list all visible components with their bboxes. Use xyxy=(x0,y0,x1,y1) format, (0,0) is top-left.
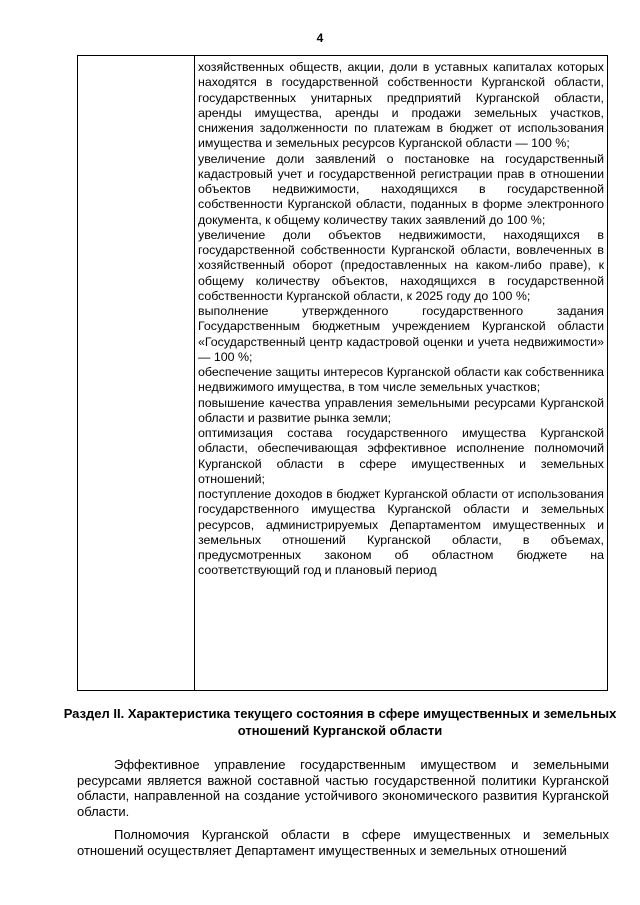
table-column-divider xyxy=(194,56,195,690)
result-item: хозяйственных обществ, акции, доли в уставных капиталах которых находятся в государственной собственности Курганской области, государственных унитарных предприятий Курганской области, аренды имущества, аренды и продажи земельных участков, снижения задолженности по платежам в бюджет от использования имущества и земельных ресурсов Курганской области — 100 %; xyxy=(198,60,604,151)
result-item: обеспечение защиты интересов Курганской области как собственника недвижимого имущества, в том числе земельных участков; xyxy=(198,365,604,395)
section-body xyxy=(77,757,609,865)
results-table xyxy=(77,55,608,691)
section-heading: Раздел II. Характеристика текущего состояния в сфере имущественных и земельных отношений Курганской области xyxy=(63,706,617,738)
result-item: оптимизация состава государственного имущества Курганской области, обеспечивающая эффективное исполнение полномочий Курганской области в сфере имущественных и земельных отношений; xyxy=(198,426,604,486)
result-item: повышение качества управления земельными ресурсами Курганской области и развитие рынка земли; xyxy=(198,395,604,425)
result-item: увеличение доли заявлений о постановке на государственный кадастровый учет и государственной регистрации прав в отношении объектов недвижимости, находящихся в государственной собственности Курганской области, поданных в форме электронного документа, к общему количеству таких заявлений до 100 %; xyxy=(198,151,604,227)
page-number: 4 xyxy=(316,31,324,45)
expected-results-cell xyxy=(198,60,604,579)
body-paragraph: Полномочия Курганской области в сфере имущественных и земельных отношений осуществляет Департамент имущественных и земельных отношений xyxy=(77,826,609,858)
body-paragraph: Эффективное управление государственным имуществом и земельными ресурсами является важной составной частью государственной политики Курганской области, направленной на создание устойчивого экономического развития Курганской области. xyxy=(77,757,609,820)
result-item: выполнение утвержденного государственного задания Государственным бюджетным учреждением Курганской области «Государственный центр кадастровой оценки и учета недвижимости» — 100 %; xyxy=(198,304,604,364)
result-item: увеличение доли объектов недвижимости, находящихся в государственной собственности Курганской области, вовлеченных в хозяйственный оборот (предоставленных на каком-либо праве), к общему количеству объектов, находящихся в государственной собственности Курганской области, к 2025 году до 100 %; xyxy=(198,227,604,303)
result-item: поступление доходов в бюджет Курганской области от использования государственного имущества Курганской области и земельных ресурсов, администрируемых Департаментом имущественных и земельных отношений Курганской области, в объемах, предусмотренных законом об областном бюджете на соответствующий год и плановый период xyxy=(198,487,604,578)
